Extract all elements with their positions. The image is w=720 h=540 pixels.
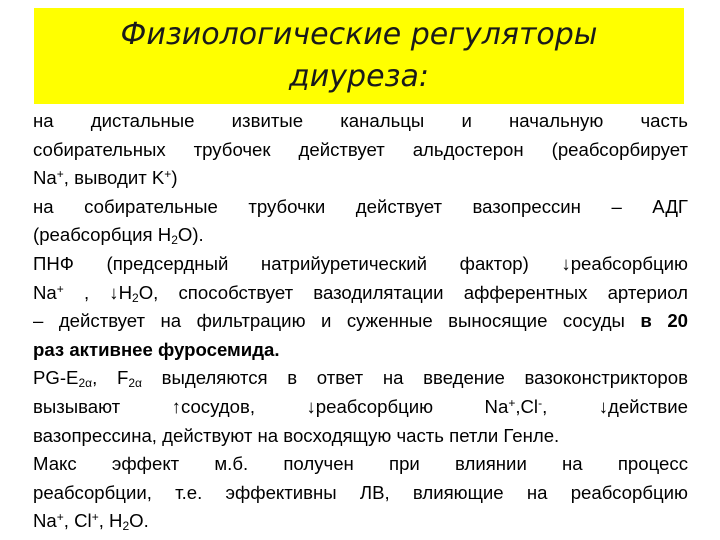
anp-line-4 [33, 339, 280, 360]
pg-line-1-rest: выделяются в ответ на введение вазоконстрикторов [141, 367, 688, 389]
slide-body [33, 107, 688, 536]
k-charge: + [164, 167, 172, 182]
max-end: O. [129, 510, 149, 532]
paragraph-adh [33, 193, 688, 250]
anp-line-3 [33, 307, 688, 336]
anp-bold-2: раз активнее фуросемида. [33, 338, 280, 360]
title-line-2: диуреза: [289, 59, 429, 94]
paragraph-aldosterone [33, 107, 688, 193]
slide-title [34, 14, 684, 98]
anp-line-2 [33, 279, 688, 308]
pgf-text: , F [92, 367, 129, 389]
anp-line-2-rest: O, способствует вазодилятации афферентных артериол [138, 281, 688, 303]
na-text: Na [33, 510, 57, 532]
adh-line-1: на собирательные трубочки действует вазопрессин – АДГ [33, 195, 688, 217]
anp-bold-1: в 20 [640, 310, 688, 332]
na-charge: + [56, 281, 64, 296]
paragraph-anp [33, 250, 688, 364]
pge-text: PG-E [33, 367, 79, 389]
aldosterone-k-text: , выводит K [63, 167, 165, 189]
anp-line-3-text: – действует на фильтрацию и суженные выносящие сосуды [33, 310, 641, 332]
cl-charge: - [538, 395, 543, 410]
cl-text: ,Cl [515, 395, 539, 417]
h-text: , H [98, 510, 123, 532]
na-text: Na [33, 281, 57, 303]
adh-pre: (реабсорбция H [33, 224, 172, 246]
pgf-subscript: 2α [128, 376, 142, 391]
title-line-1: Физиологические регуляторы [120, 17, 598, 52]
max-line-2: реабсорбции, т.е. эффективны ЛВ, влияющие на реабсорбцию [33, 481, 688, 503]
max-line-1: Макс эффект м.б. получен при влиянии на процесс [33, 453, 688, 475]
pg-line-2b: , ↓действие [542, 395, 688, 417]
na-charge: + [56, 167, 64, 182]
anp-line-1: ПНФ (предсердный натрийуретический фактор) ↓реабсорбцию [33, 252, 688, 274]
adh-line-2 [33, 224, 204, 248]
pg-line-1 [33, 364, 688, 393]
pge-subscript: 2α [78, 376, 93, 391]
na-charge: + [56, 510, 64, 525]
adh-post: O). [177, 224, 204, 246]
h2-subscript: 2 [122, 519, 130, 534]
pg-line-2 [33, 393, 688, 422]
aldosterone-line-1: на дистальные извитые канальцы и начальную часть [33, 110, 688, 131]
paragraph-pg [33, 364, 688, 450]
aldosterone-line-3 [33, 167, 178, 188]
cl-text: , Cl [63, 510, 92, 532]
aldosterone-end: ) [171, 167, 178, 189]
paragraph-max-effect [33, 450, 688, 536]
cl-charge: + [91, 510, 99, 525]
pg-line-2a: вызывают ↑сосудов, ↓реабсорбцию Na [33, 395, 509, 417]
na-text: Na [33, 167, 57, 189]
anp-h-text: , ↓H [63, 281, 133, 303]
aldosterone-line-2: собирательных трубочек действует альдостерон (реабсорбирует [33, 138, 688, 160]
na-charge: + [508, 395, 516, 410]
pg-line-3: вазопрессина, действуют на восходящую часть петли Генле. [33, 424, 560, 446]
h2-subscript: 2 [171, 233, 178, 248]
max-line-3 [33, 510, 149, 534]
h2-subscript: 2 [132, 290, 139, 305]
title-banner [34, 8, 684, 104]
